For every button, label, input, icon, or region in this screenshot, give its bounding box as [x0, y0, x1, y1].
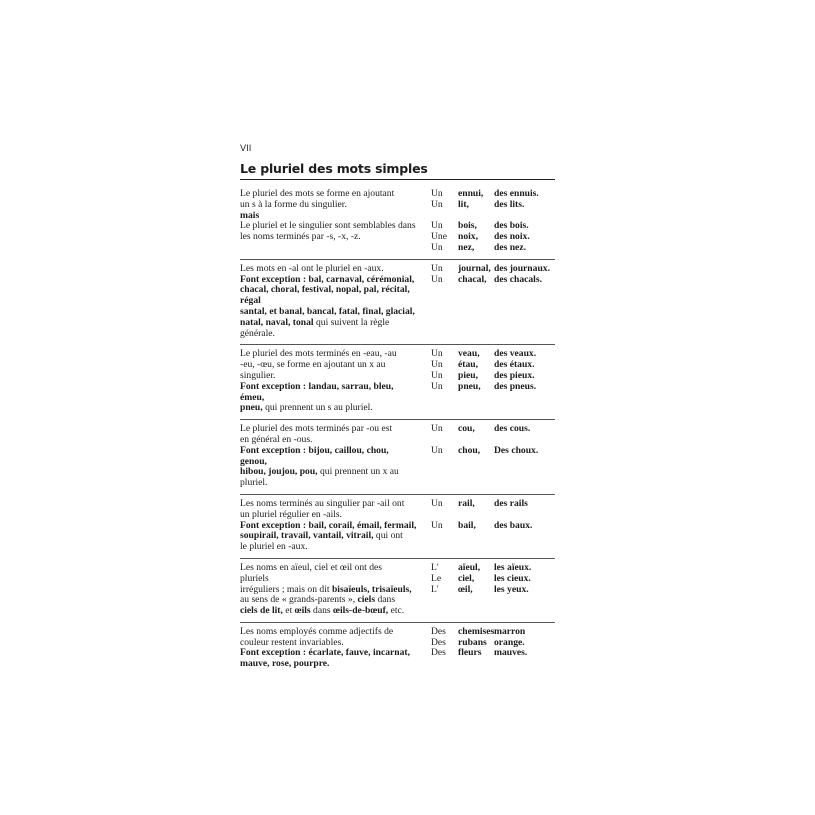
example-plural: marron [494, 625, 526, 637]
page-number: VII [240, 144, 252, 154]
rule-bold-text: Font exception : landau, sarrau, bleu, [240, 380, 394, 392]
example-plural: mauves. [494, 647, 528, 659]
example-plural: des pneus. [494, 380, 537, 392]
rule-line [240, 659, 429, 670]
example-singular: noix, [458, 231, 478, 243]
rule-section [240, 499, 555, 559]
example-plural: des pieux. [494, 369, 535, 381]
rule-bold-text: santal, et banal, bancal, fatal, final, glacial, [240, 305, 415, 317]
example-singular: lit, [458, 198, 469, 210]
rule-bold-text: Font exception : bal, carnaval, cérémonial, [240, 273, 415, 285]
example-determiner: Un [431, 348, 443, 360]
rule-text-segment: dans [375, 594, 396, 606]
rule-section [240, 424, 555, 495]
example-determiner: Un [431, 369, 443, 381]
example-row [431, 264, 555, 275]
rule-bold-text: œils [294, 605, 311, 617]
rule-bold-text: genou, [240, 455, 267, 467]
rule-text-segment: Le pluriel des mots se forme en ajoutant [240, 188, 395, 199]
example-plural: des baux. [494, 519, 533, 531]
rule-bold-text: Font exception : bail, corail, émail, fermail, [240, 519, 417, 531]
rule-text-segment: singulier. [240, 369, 276, 381]
example-row [431, 638, 555, 649]
rule-text-segment: Le pluriel des mots terminés par -ou est [240, 423, 393, 435]
rule-text-segment: Les noms employés comme adjectifs de [240, 625, 394, 637]
example-row [431, 446, 555, 457]
example-plural: des ennuis. [494, 188, 539, 199]
rule-text-segment: Les noms terminés au singulier par -ail ont [240, 497, 405, 509]
rule-bold-text: chacal, choral, festival, nopal, pal, récital, [240, 284, 410, 296]
examples [431, 189, 555, 254]
example-singular: cou, [458, 423, 475, 435]
example-row [431, 200, 555, 211]
rule-section [240, 264, 555, 346]
rule-text-segment: Le pluriel des mots terminés en -eau, -au [240, 348, 397, 360]
rule-line [240, 200, 429, 211]
rule-bold-text: émeu, [240, 391, 265, 403]
rule-text-segment: et [282, 605, 295, 617]
rule-section [240, 563, 555, 623]
rule-line [240, 542, 429, 553]
example-row [431, 521, 555, 532]
rule-bold-text: hibou, joujou, pou, [240, 466, 318, 478]
example-row [431, 499, 555, 510]
example-plural: des bois. [494, 220, 529, 232]
example-plural: les cieux. [494, 572, 531, 584]
rule-bold-text: ciels [357, 594, 376, 606]
rule-line [240, 285, 429, 296]
example-row [431, 382, 555, 393]
example-row [431, 371, 555, 382]
rule-text-segment: Le pluriel et le singulier sont semblables dans [240, 220, 416, 232]
example-plural: Des choux. [494, 444, 539, 456]
example-singular: aïeul, [458, 561, 481, 573]
rule-text-segment: qui prennent un x au [317, 466, 399, 478]
rule-text [240, 563, 431, 617]
example-row [431, 243, 555, 254]
rule-text-segment: qui ont [373, 530, 403, 542]
rule-text-segment: pluriel. [240, 477, 268, 489]
example-plural: les yeux. [494, 583, 529, 595]
example-singular: chemises [458, 625, 495, 637]
example-determiner: Un [431, 220, 443, 232]
example-singular: nez, [458, 241, 475, 253]
rule-text-segment: Les mots en -al ont le pluriel en -aux. [240, 262, 384, 274]
rule-bold-text: régal [240, 295, 261, 307]
example-determiner: Un [431, 262, 443, 274]
example-determiner: Le [431, 572, 442, 584]
example-determiner: Un [431, 423, 443, 435]
rule-text-segment: générale. [240, 327, 275, 339]
example-singular: rail, [458, 497, 475, 509]
rule-bold-text: mauve, rose, pourpre. [240, 658, 330, 670]
rule-text-segment: un s à la forme du singulier. [240, 198, 347, 210]
example-plural: des nez. [494, 241, 526, 253]
example-singular: bail, [458, 519, 476, 531]
rule-text [240, 349, 431, 414]
example-row [431, 232, 555, 243]
rule-section [240, 189, 555, 260]
examples [431, 264, 555, 340]
example-row [431, 424, 555, 435]
rule-text-segment: couleur restent invariables. [240, 636, 344, 648]
rule-bold-text: mais [240, 209, 260, 221]
examples [431, 627, 555, 670]
rule-line [240, 232, 429, 243]
example-plural: des chacals. [494, 273, 542, 285]
example-determiner: Un [431, 519, 443, 531]
example-singular: fleurs [458, 647, 482, 659]
example-plural: des lits. [494, 198, 525, 210]
example-row [431, 349, 555, 360]
rule-text-segment: irréguliers ; mais on dit [240, 583, 332, 595]
example-row [431, 648, 555, 659]
example-singular: étau, [458, 359, 478, 371]
rule-text-segment: dans [310, 605, 334, 617]
rule-bold-text: Font exception : bijou, caillou, chou, [240, 444, 389, 456]
rule-text-segment: un pluriel régulier en -ails. [240, 508, 343, 520]
rule-text [240, 189, 431, 254]
example-spacer [431, 510, 555, 521]
rule-text-segment: en général en -ous. [240, 433, 313, 445]
example-determiner: Un [431, 359, 443, 371]
rule-text [240, 264, 431, 340]
rule-line [240, 478, 429, 489]
rule-section [240, 627, 555, 675]
rule-bold-text: œils-de-bœuf, [333, 605, 389, 617]
example-row [431, 627, 555, 638]
example-plural: des étaux. [494, 359, 535, 371]
rule-bold-text: pneu, [240, 402, 263, 414]
rule-line [240, 446, 429, 457]
example-determiner: Des [431, 647, 446, 659]
title-divider [240, 179, 555, 180]
example-determiner: L' [431, 561, 439, 573]
example-row [431, 275, 555, 286]
example-determiner: Un [431, 497, 443, 509]
rule-line [240, 467, 429, 478]
example-determiner: Des [431, 636, 446, 648]
example-plural: des rails [494, 497, 528, 509]
example-row [431, 574, 555, 585]
dictionary-page [240, 144, 555, 679]
rule-bold-text: natal, naval, tonal [240, 316, 314, 328]
rule-line [240, 403, 429, 414]
examples [431, 424, 555, 489]
example-singular: œil, [458, 583, 473, 595]
example-singular: journal, [458, 262, 491, 274]
example-plural: orange. [494, 636, 525, 648]
example-plural: des noix. [494, 231, 530, 243]
rule-section [240, 349, 555, 420]
example-determiner: Un [431, 444, 443, 456]
rule-bold-text: soupirail, travail, vantail, vitrail, [240, 530, 374, 542]
examples [431, 499, 555, 553]
rule-bold-text: bisaïeuls, trisaïeuls, [331, 583, 412, 595]
rule-bold-text: ciels de lit, [240, 605, 283, 617]
rule-text-segment: qui prennent un s au pluriel. [262, 402, 373, 414]
example-determiner: L' [431, 583, 439, 595]
example-determiner: Un [431, 273, 443, 285]
rules-table [240, 189, 555, 675]
example-singular: rubans [458, 636, 487, 648]
example-determiner: Un [431, 198, 443, 210]
examples [431, 349, 555, 414]
rule-text [240, 499, 431, 553]
example-determiner: Une [431, 231, 447, 243]
example-singular: pieu, [458, 369, 478, 381]
rule-line [240, 382, 429, 393]
rule-text [240, 424, 431, 489]
example-singular: ennui, [458, 188, 484, 199]
example-spacer [431, 211, 555, 222]
example-plural: des cous. [494, 423, 531, 435]
rule-text-segment: qui suivent la règle [313, 316, 390, 328]
example-row [431, 360, 555, 371]
rule-text-segment: les noms terminés par -s, -x, -z. [240, 231, 361, 243]
example-singular: chou, [458, 444, 481, 456]
example-plural: des veaux. [494, 348, 537, 360]
example-row [431, 189, 555, 200]
example-singular: ciel, [458, 572, 475, 584]
example-determiner: Des [431, 625, 446, 637]
example-singular: chacal, [458, 273, 487, 285]
example-row [431, 563, 555, 574]
rule-text-segment: le pluriel en -aux. [240, 541, 308, 553]
rule-line [240, 606, 429, 617]
rule-line [240, 329, 429, 340]
page-title: Le pluriel des mots simples [240, 161, 428, 176]
example-determiner: Un [431, 241, 443, 253]
rule-bold-text: Font exception : écarlate, fauve, incarnat, [240, 647, 410, 659]
example-row [431, 221, 555, 232]
example-plural: les aïeux. [494, 561, 532, 573]
rule-text-segment: etc. [388, 605, 405, 617]
example-plural: des journaux. [494, 262, 550, 274]
example-singular: bois, [458, 220, 477, 232]
rule-text-segment: Les noms en aïeul, ciel et œil ont des [240, 561, 383, 573]
example-row [431, 585, 555, 596]
example-determiner: Un [431, 188, 443, 199]
rule-text-segment: -eu, -œu, se forme en ajoutant un x au [240, 359, 386, 371]
example-singular: veau, [458, 348, 480, 360]
rule-text [240, 627, 431, 670]
example-determiner: Un [431, 380, 443, 392]
rule-text-segment: pluriels [240, 572, 269, 584]
example-singular: pneu, [458, 380, 481, 392]
examples [431, 563, 555, 617]
rule-text-segment: au sens de « grands-parents », [240, 594, 358, 606]
